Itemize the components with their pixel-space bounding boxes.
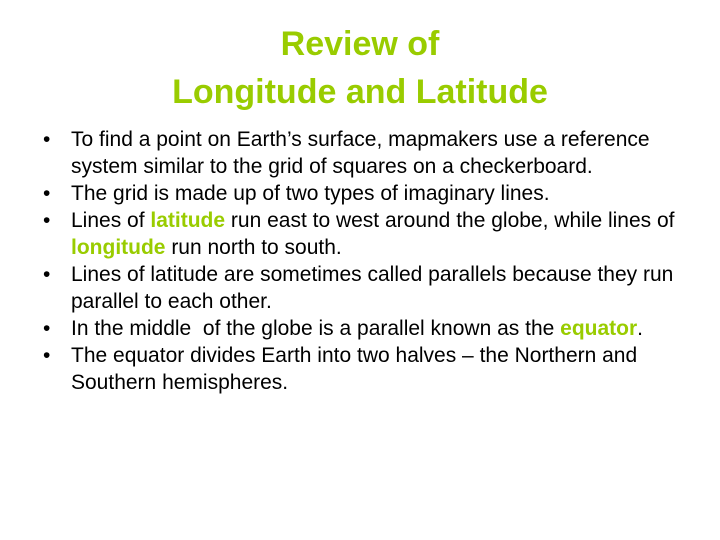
term-equator: equator	[560, 317, 638, 340]
bullet-text: The grid is made up of two types of imaginary lines.	[71, 182, 550, 205]
bullet-list	[43, 126, 683, 396]
term-longitude: longitude	[71, 236, 166, 259]
bullet-text: The equator divides Earth into two halves – the Northern and Southern hemispheres.	[71, 344, 638, 394]
bullet-text-post: run north to south.	[165, 236, 342, 259]
title-line-1: Review of	[280, 25, 440, 63]
term-latitude: latitude	[150, 209, 226, 232]
bullet-icon: •	[43, 182, 51, 205]
bullet-item	[43, 207, 683, 261]
bullet-text-pre: Lines of	[71, 209, 151, 232]
bullet-item	[43, 342, 683, 396]
bullet-item	[43, 126, 683, 180]
bullet-item	[43, 315, 683, 342]
bullet-icon: •	[43, 344, 51, 367]
bullet-text: To find a point on Earth’s surface, mapmakers use a reference system similar to the grid of squares on a checkerboard.	[71, 128, 650, 178]
bullet-text-mid: run east to west around the globe, while lines of	[225, 209, 675, 232]
bullet-item	[43, 180, 683, 207]
bullet-icon: •	[43, 263, 51, 286]
bullet-icon: •	[43, 128, 51, 151]
bullet-icon: •	[43, 317, 51, 340]
bullet-item	[43, 261, 683, 315]
bullet-icon: •	[43, 209, 51, 232]
bullet-text: Lines of latitude are sometimes called parallels because they run parallel to each other.	[71, 263, 674, 313]
bullet-text-pre: In the middle of the globe is a parallel known as the	[71, 317, 561, 340]
slide-title	[60, 20, 660, 116]
title-line-2: Longitude and Latitude	[172, 73, 548, 111]
bullet-text-post: .	[637, 317, 643, 340]
